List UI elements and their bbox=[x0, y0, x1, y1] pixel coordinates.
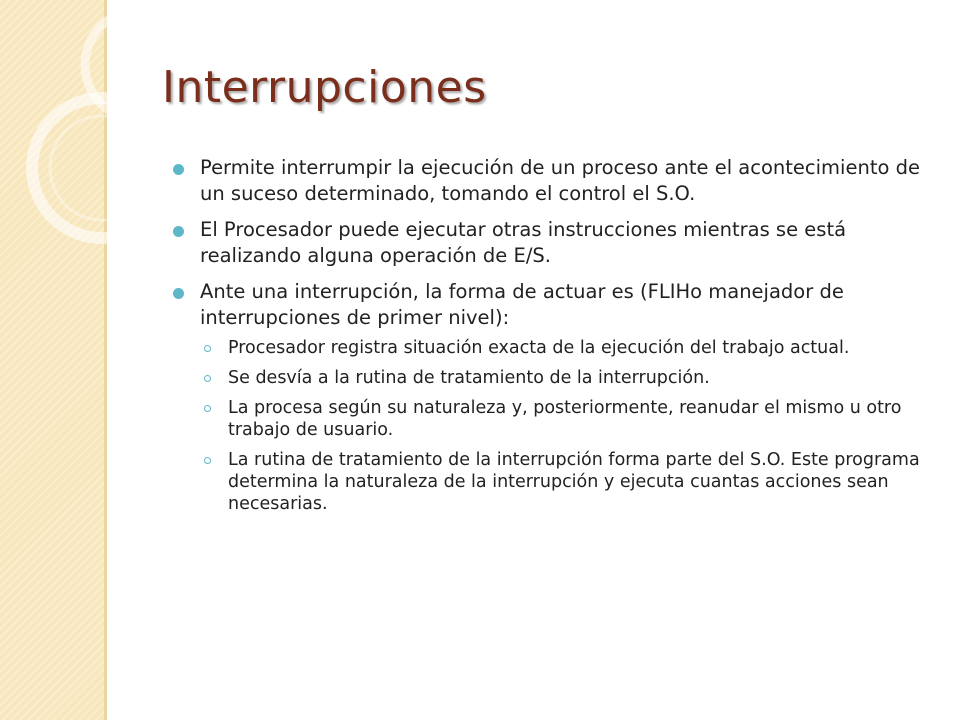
sub-bullet-text: La procesa según su naturaleza y, posteriormente, reanudar el mismo u otro trabajo de usuario. bbox=[228, 398, 902, 440]
sub-bullet-item bbox=[200, 397, 930, 441]
bullet-list bbox=[160, 155, 930, 525]
ring-bullet-icon bbox=[204, 375, 211, 382]
slide-title: Interrupciones bbox=[162, 62, 487, 113]
bullet-text: El Procesador puede ejecutar otras instrucciones mientras se está realizando alguna operación de E/S. bbox=[200, 218, 847, 267]
ring-bullet-icon bbox=[204, 457, 211, 464]
bullet-dot-icon bbox=[173, 288, 184, 299]
ring-bullet-icon bbox=[204, 405, 211, 412]
bullet-item bbox=[160, 217, 930, 269]
bullet-item bbox=[160, 279, 930, 515]
bullet-dot-icon bbox=[173, 226, 184, 237]
bullet-text: Ante una interrupción, la forma de actuar es (FLIHo manejador de interrupciones de primer nivel): bbox=[200, 280, 844, 329]
sub-bullet-list bbox=[200, 337, 930, 515]
sub-bullet-text: Procesador registra situación exacta de la ejecución del trabajo actual. bbox=[228, 338, 850, 358]
bullet-item bbox=[160, 155, 930, 207]
sub-bullet-item bbox=[200, 449, 930, 515]
sub-bullet-text: La rutina de tratamiento de la interrupción forma parte del S.O. Este programa determina la naturaleza de la interrupción y ejecuta cuantas acciones sean necesarias. bbox=[228, 450, 920, 514]
bullet-text: Permite interrumpir la ejecución de un proceso ante el acontecimiento de un suceso determinado, tomando el control el S.O. bbox=[200, 156, 920, 205]
ring-bullet-icon bbox=[204, 345, 211, 352]
sub-bullet-item bbox=[200, 337, 930, 359]
sub-bullet-text: Se desvía a la rutina de tratamiento de la interrupción. bbox=[228, 368, 710, 388]
sub-bullet-item bbox=[200, 367, 930, 389]
bullet-dot-icon bbox=[173, 164, 184, 175]
